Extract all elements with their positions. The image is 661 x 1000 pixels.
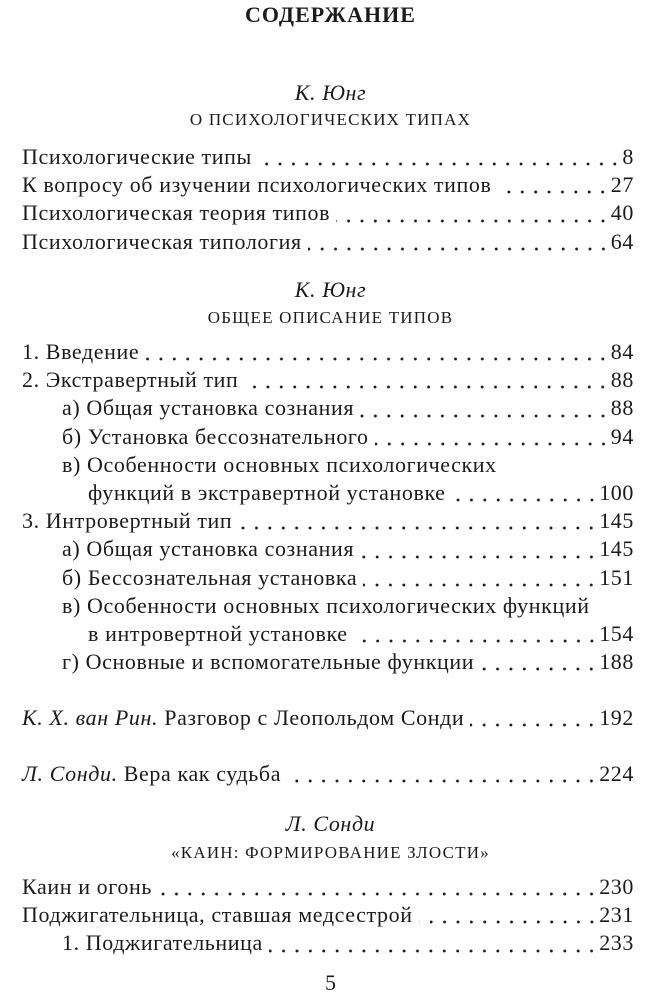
entry-title: в) Особенности основных психологических — [62, 451, 497, 477]
toc-subentry-continuation — [22, 620, 634, 648]
entry-page: 230 — [599, 874, 634, 899]
entry-page: 100 — [599, 479, 634, 505]
entry-page: 192 — [599, 705, 634, 730]
toc-list — [22, 338, 634, 676]
entry-page: 88 — [610, 367, 634, 393]
section-heading: «КАИН: ФОРМИРОВАНИЕ ЗЛОСТИ» — [171, 843, 490, 862]
toc-list — [22, 760, 634, 788]
toc-entry — [22, 143, 634, 171]
dot-leader — [360, 535, 598, 563]
entry-title: К вопросу об изучении психологических типов — [22, 172, 492, 198]
entry-title-continuation: функций в экстравертной установке — [88, 479, 446, 505]
toc-entry — [22, 507, 634, 535]
entry-title-text: Вера как судьба — [123, 761, 282, 786]
entry-title — [22, 704, 464, 732]
entry-page: 8 — [622, 144, 634, 169]
toc-entry — [22, 366, 634, 394]
toc-list — [22, 704, 634, 732]
section-heading: ОБЩЕЕ ОПИСАНИЕ ТИПОВ — [207, 308, 454, 327]
dot-leader — [244, 366, 609, 394]
entry-page: 145 — [599, 508, 634, 534]
entry-page: 151 — [599, 564, 634, 590]
entry-title-text: Разговор с Леопольдом Сонди — [164, 705, 465, 730]
dot-leader — [354, 620, 599, 648]
entry-title: Каин и огонь — [22, 874, 152, 899]
section-author: К. Юнг — [294, 80, 367, 105]
dot-leader — [480, 648, 598, 676]
section-author: Л. Сонди — [285, 811, 376, 836]
entry-page: 233 — [599, 930, 634, 956]
entry-page: 231 — [599, 902, 634, 928]
toc-entry — [22, 199, 634, 227]
entry-title: 2. Экстравертный тип — [22, 367, 239, 393]
entry-title: г) Основные и вспомогательные функции — [62, 649, 475, 675]
entry-author: Л. Сонди. — [22, 761, 118, 786]
entry-title: 1. Поджигательница — [62, 930, 263, 956]
entry-title: Психологические типы — [22, 144, 252, 169]
entry-page: 188 — [599, 649, 634, 675]
toc-subentry — [22, 564, 634, 592]
section-heading: О ПСИХОЛОГИЧЕСКИХ ТИПАХ — [189, 110, 472, 129]
toc-subentry — [22, 423, 634, 451]
entry-title: в) Особенности основных психологических функций — [62, 592, 590, 618]
entry-page: 224 — [599, 761, 634, 786]
toc-list — [22, 143, 634, 256]
toc-entry — [22, 228, 634, 256]
dot-leader — [336, 199, 610, 227]
entry-page: 64 — [610, 228, 634, 254]
toc-entry — [22, 171, 634, 199]
entry-title: Психологическая типология — [22, 228, 302, 254]
toc-subentry — [22, 929, 634, 957]
toc-subentry — [22, 648, 634, 676]
entry-title: 1. Введение — [22, 339, 140, 364]
dot-leader — [238, 507, 598, 535]
entry-title-continuation: в интровертной установке — [88, 620, 348, 646]
dot-leader — [308, 228, 610, 256]
entry-page: 145 — [599, 536, 634, 562]
toc-entry — [22, 760, 634, 788]
dot-leader — [419, 901, 599, 929]
dot-leader — [375, 423, 610, 451]
dot-leader — [497, 171, 609, 199]
dot-leader — [145, 338, 610, 366]
toc-subentry — [22, 535, 634, 563]
entry-title: Психологическая теория типов — [22, 200, 331, 226]
entry-title: а) Общая установка сознания — [62, 395, 355, 421]
toc-entry — [22, 338, 634, 366]
dot-leader — [269, 929, 598, 957]
entry-page: 27 — [610, 172, 634, 198]
entry-page: 88 — [610, 395, 634, 421]
entry-title: б) Установка бессознательного — [62, 423, 369, 449]
entry-title: Поджигательница, ставшая медсестрой — [22, 902, 413, 928]
toc-subentry — [22, 394, 634, 422]
toc-subentry — [22, 592, 634, 620]
entry-title: б) Бессознательная установка — [62, 564, 358, 590]
toc-entry — [22, 873, 634, 901]
dot-leader — [258, 143, 622, 171]
toc-entry — [22, 704, 634, 732]
entry-title: 3. Интровертный тип — [22, 508, 233, 534]
entry-page: 40 — [610, 200, 634, 226]
dot-leader — [360, 394, 610, 422]
toc-title: СОДЕРЖАНИЕ — [245, 2, 416, 27]
toc-subentry-continuation — [22, 479, 634, 507]
dot-leader — [470, 704, 598, 732]
toc-list — [22, 873, 634, 958]
toc-entry — [22, 901, 634, 929]
dot-leader — [363, 564, 598, 592]
toc-subentry — [22, 451, 634, 479]
entry-page: 154 — [599, 620, 634, 646]
entry-author: К. Х. ван Рин. — [22, 705, 159, 730]
dot-leader — [287, 760, 598, 788]
section-author: К. Юнг — [294, 277, 367, 302]
dot-leader — [452, 479, 599, 507]
entry-page: 84 — [610, 339, 634, 364]
entry-page: 94 — [610, 423, 634, 449]
page-number: 5 — [325, 970, 336, 995]
entry-title — [22, 760, 281, 788]
entry-title: а) Общая установка сознания — [62, 536, 355, 562]
dot-leader — [158, 873, 598, 901]
